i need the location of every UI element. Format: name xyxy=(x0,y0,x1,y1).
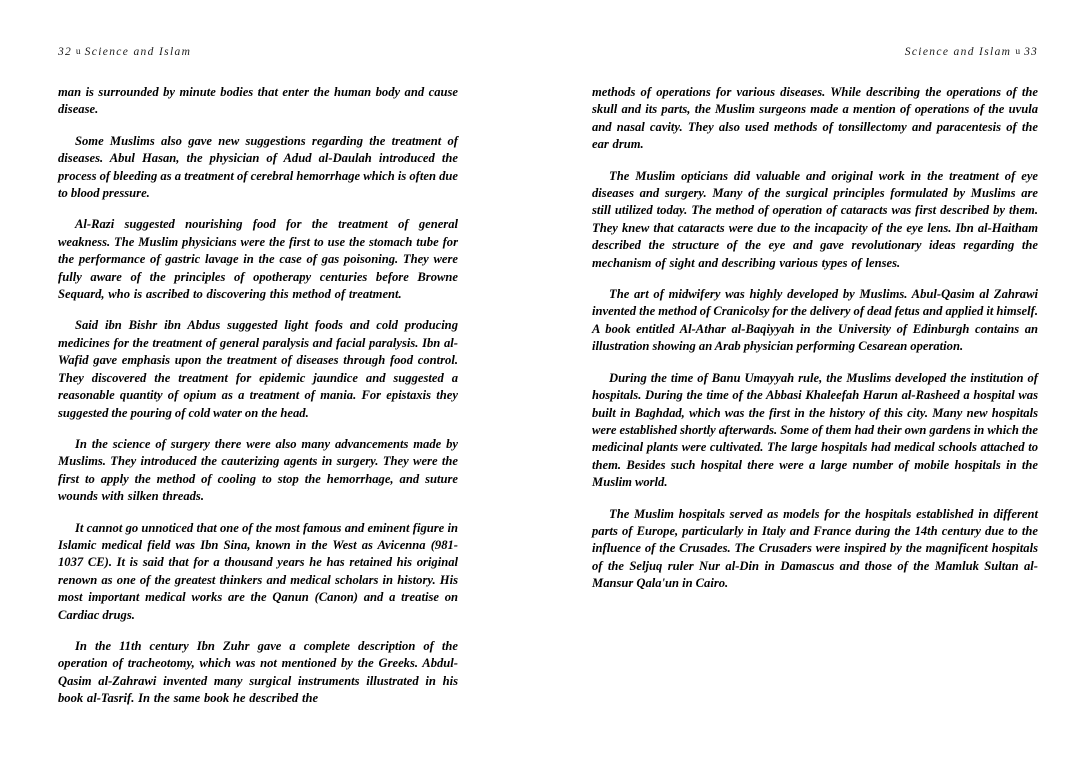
paragraph-hospitals-models-europe: The Muslim hospitals served as models for the hospitals established in different parts of Europe, particularly in Italy and France during the 14th century due to the influence of the Crusades. The Crusaders were inspired by the magnificent hospitals of the Seljuq ruler Nur al-Din in Damascus and those of the Mamluk Sultan al-Mansur Qala'un in Cairo. xyxy=(592,506,1038,591)
paragraph-al-razi: Al-Razi suggested nourishing food for the treatment of general weakness. The Muslim physicians were the first to use the stomach tube for the performance of gastric lavage in the case of gas poisoning. They were fully aware of the principles of opotherapy centuries before Browne Sequard, who is ascribed to discovering this method of treatment. xyxy=(58,217,458,302)
paragraph-midwifery: The art of midwifery was highly developed by Muslims. Abul-Qasim al Zahrawi invented the method of Cranicolsy for the delivery of dead fetus and applied it himself. A book entitled Al-Athar al-Baqiyyah in the University of Edinburgh contains an illustration showing an Arab physician performing Cesarean operation. xyxy=(592,287,1038,354)
paragraph-ibn-sina: It cannot go unnoticed that one of the most famous and eminent figure in Islamic medical field was Ibn Sina, known in the West as Avicenna (981-1037 CE). It is said that for a thousand years he has retained his original renown as one of the greatest thinkers and medical scholars in history. His most important medical works are the Qanun (Canon) and a treatise on Cardiac drugs. xyxy=(58,520,458,622)
paragraph-hospitals-banu-umayyah: During the time of Banu Umayyah rule, the Muslims developed the institution of hospitals. During the time of the Abbasi Khaleefah Harun al-Rasheed a hospital was built in Baghdad, which was the first in the history of this city. Many new hospitals were established shortly afterwards. Some of them had their own gardens in which the medicinal plants were cultivated. The large hospitals had medical schools attached to them. Besides such hospital there were a large number of mobile hospitals in the Muslim world. xyxy=(592,370,1038,490)
page-number-left: 32 xyxy=(58,46,72,58)
running-header-right xyxy=(592,44,1038,60)
book-title-left: Science and Islam xyxy=(84,46,192,58)
page-right-33 xyxy=(543,0,1086,767)
paragraph-some-muslims: Some Muslims also gave new suggestions regarding the treatment of diseases. Abul Hasan, the physician of Adud al-Daulah introduced the process of bleeding as a treatment of cerebral hemorrhage which is often due to blood pressure. xyxy=(58,133,458,201)
book-title-right: Science and Islam xyxy=(904,46,1012,58)
page-number-right: 33 xyxy=(1024,46,1038,58)
paragraph-science-of-surgery: In the science of surgery there were also many advancements made by Muslims. They introduced the cauterizing agents in surgery. They were the first to apply the method of cooling to stop the hemorrhage, and suture wounds with silken threads. xyxy=(58,436,458,504)
ornament-icon-right: u xyxy=(1015,47,1021,57)
paragraph-said-ibn-bishr: Said ibn Bishr ibn Abdus suggested light foods and cold producing medicines for the treatment of general paralysis and facial paralysis. Ibn al-Wafid gave emphasis upon the treatment of diseases through food control. They discovered the treatment for epidemic jaundice and suggested a reasonable quantity of opium as a treatment of mania. For epistaxis they suggested the pouring of cold water on the head. xyxy=(58,318,458,420)
body-text-right-column xyxy=(592,84,1038,593)
paragraph-ibn-zuhr: In the 11th century Ibn Zuhr gave a complete description of the operation of tracheotomy, which was not mentioned by the Greeks. Abdul-Qasim al-Zahrawi invented many surgical instruments illustrated in his book al-Tasrif. In the same book he described the xyxy=(58,638,458,706)
running-header-left xyxy=(58,44,458,60)
paragraph-continued-man-surrounded: man is surrounded by minute bodies that enter the human body and cause disease. xyxy=(58,85,458,117)
body-text-left-column xyxy=(58,84,458,708)
paragraph-continued-methods-operations: methods of operations for various diseases. While describing the operations of the skull and its parts, the Muslim surgeons made a mention of operations of the uvula and nasal cavity. They also used methods of tonsillectomy and paracentesis of the ear drum. xyxy=(592,85,1038,152)
paragraph-muslim-opticians: The Muslim opticians did valuable and original work in the treatment of eye diseases and surgery. Many of the surgical principles formulated by Muslims are still utilized today. The method of operation of cataracts was first described by them. They knew that cataracts were due to the incapacity of the eye lens. Ibn al-Haitham described the structure of the eye and gave revolutionary ideas regarding the mechanism of sight and describing various types of lenses. xyxy=(592,168,1038,270)
ornament-icon-left: u xyxy=(75,47,81,57)
